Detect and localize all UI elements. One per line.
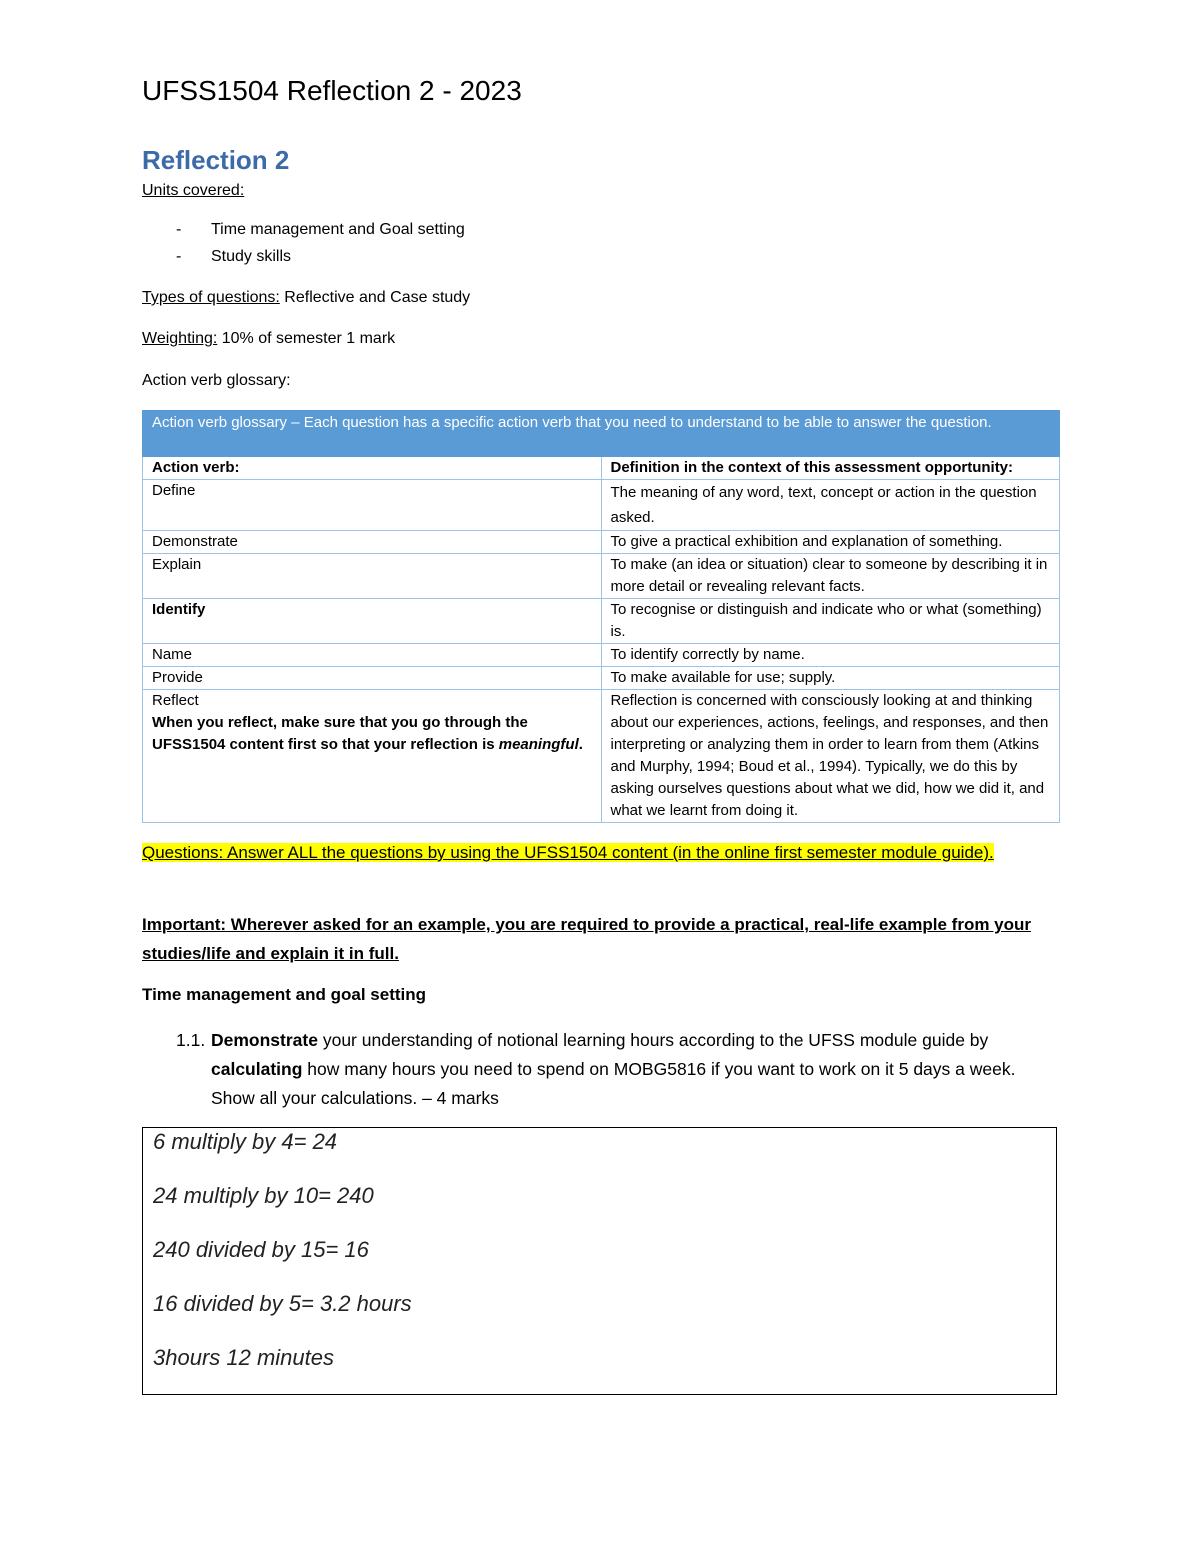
types-label: Types of questions:	[142, 289, 280, 306]
definition-cell: The meaning of any word, text, concept or action in the question asked.	[601, 480, 1060, 531]
table-row	[143, 599, 1060, 644]
definition-cell: To make available for use; supply.	[601, 667, 1060, 690]
action-verb-calculating: calculating	[211, 1059, 303, 1079]
verb-cell-reflect	[143, 690, 602, 823]
units-covered-label: Units covered:	[142, 182, 245, 199]
verb-cell: Identify	[143, 599, 602, 644]
weighting-value: 10% of semester 1 mark	[217, 330, 396, 347]
table-row	[143, 480, 1060, 531]
definition-cell: To give a practical exhibition and explanation of something.	[601, 531, 1060, 554]
reflect-note-text: When you reflect, make sure that you go through the UFSS1504 content first so that your reflection is	[152, 714, 528, 753]
document-title: UFSS1504 Reflection 2 - 2023	[142, 75, 522, 106]
table-row	[143, 531, 1060, 554]
question-text-part: how many hours you need to spend on MOBG5816 if you want to work on it 5 days a week. Show all your calculations. – 4 marks	[211, 1059, 1016, 1108]
bullet-dash: -	[176, 248, 182, 265]
highlighted-instruction: Questions: Answer ALL the questions by using the UFSS1504 content (in the online first semester module guide).	[142, 843, 994, 862]
reflect-note	[152, 712, 592, 756]
definition-cell: To recognise or distinguish and indicate who or what (something) is.	[601, 599, 1060, 644]
column-header-verb: Action verb:	[143, 457, 602, 480]
table-row	[143, 667, 1060, 690]
unit-label: Time management and Goal setting	[211, 221, 465, 238]
question-text	[211, 1026, 1056, 1113]
definition-cell: To identify correctly by name.	[601, 644, 1060, 667]
important-note: Important: Wherever asked for an example, you are required to provide a practical, real-life example from your studies/life and explain it in full.	[142, 915, 1032, 963]
action-verb-demonstrate: Demonstrate	[211, 1030, 318, 1050]
column-header-definition: Definition in the context of this assessment opportunity:	[601, 457, 1060, 480]
reflection-heading: Reflection 2	[142, 145, 290, 175]
definition-cell: Reflection is concerned with consciously looking at and thinking about our experiences, actions, feelings, and responses, and then interpreting or analyzing them in order to learn from them (Atkins and Murphy, 1994; Boud et al., 1994). Typically, we do this by asking ourselves questions about what we did, how we did it, and what we learnt from doing it.	[601, 690, 1060, 823]
bullet-dash: -	[176, 221, 182, 238]
weighting-label: Weighting:	[142, 330, 218, 347]
glossary-intro: Action verb glossary:	[142, 372, 291, 389]
table-header-row	[143, 457, 1060, 480]
unit-label: Study skills	[211, 248, 292, 265]
section-title: Time management and goal setting	[142, 985, 427, 1004]
question-number: 1.1.	[176, 1030, 206, 1050]
answer-box[interactable]	[142, 1127, 1057, 1395]
questions-instruction	[142, 838, 1022, 867]
reflect-verb: Reflect	[152, 692, 199, 709]
answer-line: 24 multiply by 10= 240	[153, 1183, 374, 1208]
action-verb-glossary-table	[142, 410, 1060, 823]
answer-line: 16 divided by 5= 3.2 hours	[153, 1291, 412, 1316]
answer-line: 240 divided by 15= 16	[153, 1237, 369, 1262]
verb-cell: Demonstrate	[143, 531, 602, 554]
types-value: Reflective and Case study	[279, 289, 471, 306]
weighting	[142, 328, 395, 350]
types-of-questions	[142, 287, 470, 309]
answer-line: 6 multiply by 4= 24	[153, 1129, 338, 1154]
answer-line: 3hours 12 minutes	[153, 1345, 334, 1370]
verb-cell: Explain	[143, 554, 602, 599]
table-row	[143, 644, 1060, 667]
question-1-1	[176, 1026, 1056, 1113]
verb-cell: Define	[143, 480, 602, 531]
table-banner-row	[143, 411, 1060, 457]
unit-list-item	[176, 219, 465, 241]
table-banner: Action verb glossary – Each question has a specific action verb that you need to understand to be able to answer the question.	[143, 411, 1060, 457]
question-text-part: your understanding of notional learning hours according to the UFSS module guide by	[317, 1030, 989, 1050]
reflect-note-end: .	[578, 736, 583, 753]
table-row	[143, 690, 1060, 823]
verb-cell: Provide	[143, 667, 602, 690]
definition-cell: To make (an idea or situation) clear to someone by describing it in more detail or revealing relevant facts.	[601, 554, 1060, 599]
unit-list-item	[176, 246, 291, 268]
table-row	[143, 554, 1060, 599]
verb-cell: Name	[143, 644, 602, 667]
reflect-note-emphasis: meaningful	[498, 736, 579, 753]
